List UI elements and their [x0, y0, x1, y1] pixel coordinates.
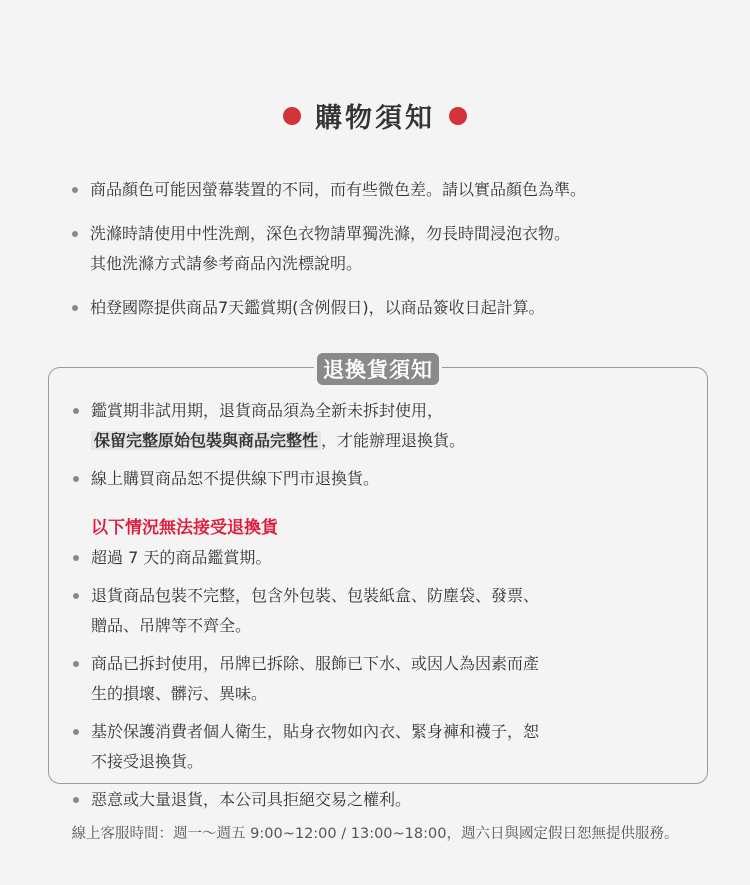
list-item: 基於保護消費者個人衛生，貼身衣物如內衣、緊身褲和襪子，恕 不接受退換貨。	[67, 717, 677, 777]
list-item: 商品已拆封使用，吊牌已拆除、服飾已下水、或因人為因素而產 生的損壞、髒污、異味。	[67, 649, 677, 709]
returns-list	[67, 396, 677, 494]
exclusions-list	[67, 543, 677, 815]
returns-title-badge: 退換貨須知	[317, 353, 439, 385]
title-row	[0, 96, 750, 135]
service-hours-footer: 線上客服時間：週一～週五 9:00~12:00 / 13:00~18:00，週六日與國定假日恕無提供服務。	[71, 826, 679, 842]
list-item: 退貨商品包裝不完整，包含外包裝、包裝紙盒、防塵袋、發票、 贈品、吊牌等不齊全。	[67, 581, 677, 641]
exclusions-heading: 以下情況無法接受退換貨	[91, 518, 278, 538]
bullet-dot-icon	[283, 107, 301, 125]
list-item: 線上購買商品恕不提供線下門市退換貨。	[67, 464, 677, 494]
shopping-notes-list	[66, 175, 726, 337]
returns-panel	[48, 358, 708, 809]
list-item: 鑑賞期非試用期，退貨商品須為全新未拆封使用， 保留完整原始包裝與商品完整性 ，才能辦理退換貨。	[67, 396, 677, 456]
page-title: 購物須知	[315, 103, 435, 134]
list-item: 惡意或大量退貨，本公司具拒絕交易之權利。	[67, 785, 677, 815]
list-item: 超過 7 天的商品鑑賞期。	[67, 543, 677, 573]
highlight-text: 保留完整原始包裝與商品完整性	[91, 431, 321, 450]
list-item: 洗滌時請使用中性洗劑，深色衣物請單獨洗滌，勿長時間浸泡衣物。 其他洗滌方式請參考商品內洗標說明。	[66, 219, 726, 279]
list-item: 商品顏色可能因螢幕裝置的不同，而有些微色差。請以實品顏色為準。	[66, 175, 726, 205]
bullet-dot-icon	[449, 107, 467, 125]
list-item: 柏登國際提供商品7天鑑賞期(含例假日)，以商品簽收日起計算。	[66, 293, 726, 323]
